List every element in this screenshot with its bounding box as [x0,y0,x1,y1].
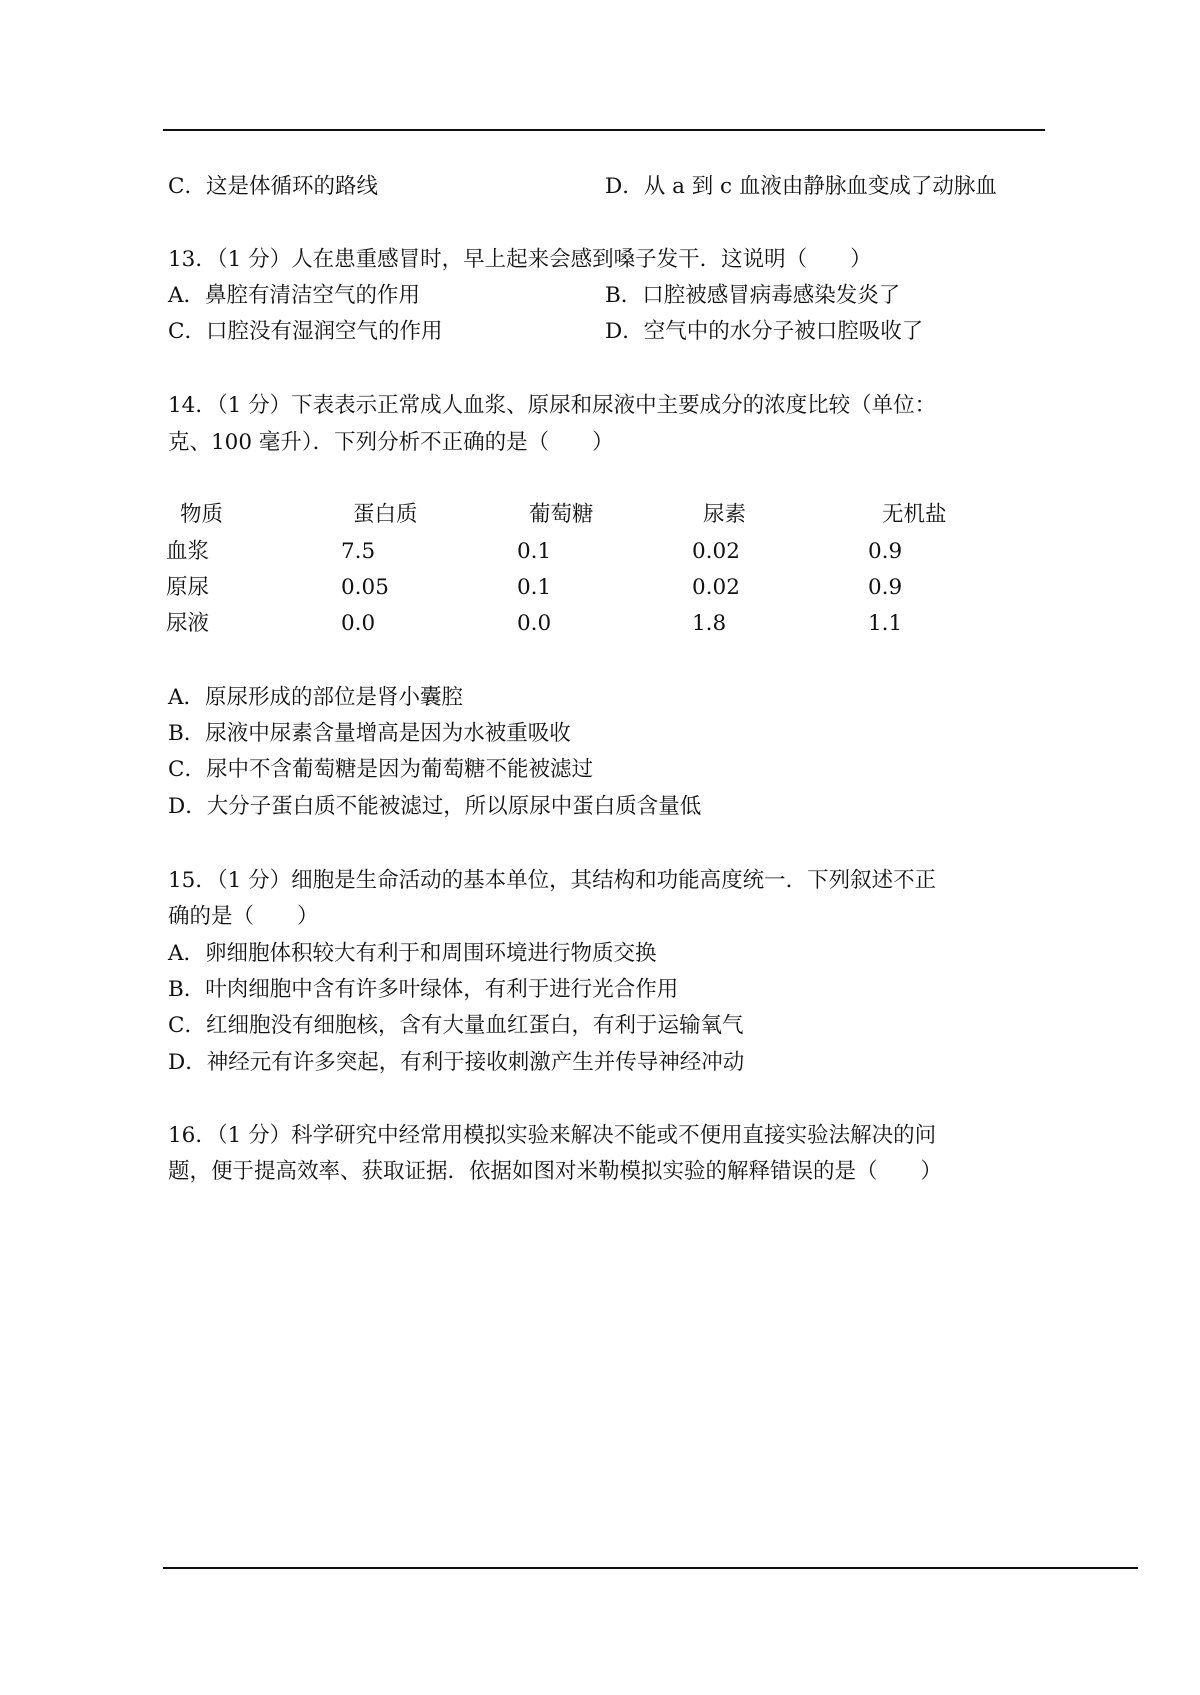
q13-option-d: D．空气中的水分子被口腔吸收了 [605,319,924,344]
q13-stem: 13．（1 分）人在患重感冒时，早上起来会感到嗓子发干．这说明（ ） [168,247,872,272]
table-cell: 7.5 [341,539,376,564]
q14-option-c: C．尿中不含葡萄糖是因为葡萄糖不能被滤过 [168,757,593,782]
table-cell: 0.02 [692,575,740,600]
q13-option-b: B．口腔被感冒病毒感染发炎了 [605,283,901,308]
q15-option-d: D．神经元有许多突起，有利于接收刺激产生并传导神经冲动 [168,1050,745,1075]
table-cell: 0.0 [341,611,376,636]
table-cell: 血浆 [166,539,210,564]
footer-rule [163,1567,1138,1569]
table-cell: 0.05 [341,575,389,600]
q14-stem-line2: 克、100 毫升）．下列分析不正确的是（ ） [168,430,614,455]
q14-stem-line1: 14．（1 分）下表表示正常成人血浆、原尿和尿液中主要成分的浓度比较（单位： [168,393,937,418]
table-header-cell: 物质 [180,502,224,527]
q15-stem-line2: 确的是（ ） [168,904,319,929]
table-cell: 1.1 [868,611,903,636]
table-cell: 原尿 [166,575,210,600]
q15-option-a: A．卵细胞体积较大有利于和周围环境进行物质交换 [168,941,657,966]
q15-stem-line1: 15．（1 分）细胞是生命活动的基本单位，其结构和功能高度统一．下列叙述不正 [168,868,937,893]
table-cell: 1.8 [692,611,727,636]
table-header-cell: 葡萄糖 [529,502,594,527]
q12-option-d: D．从 a 到 c 血液由静脉血变成了动脉血 [605,174,997,199]
q15-option-b: B．叶肉细胞中含有许多叶绿体，有利于进行光合作用 [168,977,679,1002]
table-cell: 0.9 [868,539,903,564]
q13-option-a: A．鼻腔有清洁空气的作用 [168,283,421,308]
q15-option-c: C．红细胞没有细胞核，含有大量血红蛋白，有利于运输氧气 [168,1013,744,1038]
table-header-cell: 无机盐 [882,502,947,527]
table-header-cell: 蛋白质 [353,502,418,527]
table-cell: 0.0 [517,611,552,636]
q14-option-a: A．原尿形成的部位是肾小囊腔 [168,685,464,710]
q14-option-b: B．尿液中尿素含量增高是因为水被重吸收 [168,721,571,746]
q13-option-c: C．口腔没有湿润空气的作用 [168,319,443,344]
table-cell: 尿液 [166,611,210,636]
q16-stem-line1: 16．（1 分）科学研究中经常用模拟实验来解决不能或不便用直接实验法解决的问 [168,1123,937,1148]
table-header-cell: 尿素 [703,502,747,527]
table-cell: 0.1 [517,539,552,564]
header-rule [163,129,1045,131]
q14-option-d: D．大分子蛋白质不能被滤过，所以原尿中蛋白质含量低 [168,794,702,819]
table-cell: 0.9 [868,575,903,600]
q16-stem-line2: 题，便于提高效率、获取证据．依据如图对米勒模拟实验的解释错误的是（ ） [168,1159,943,1184]
table-cell: 0.02 [692,539,740,564]
q12-option-c: C．这是体循环的路线 [168,174,378,199]
table-cell: 0.1 [517,575,552,600]
